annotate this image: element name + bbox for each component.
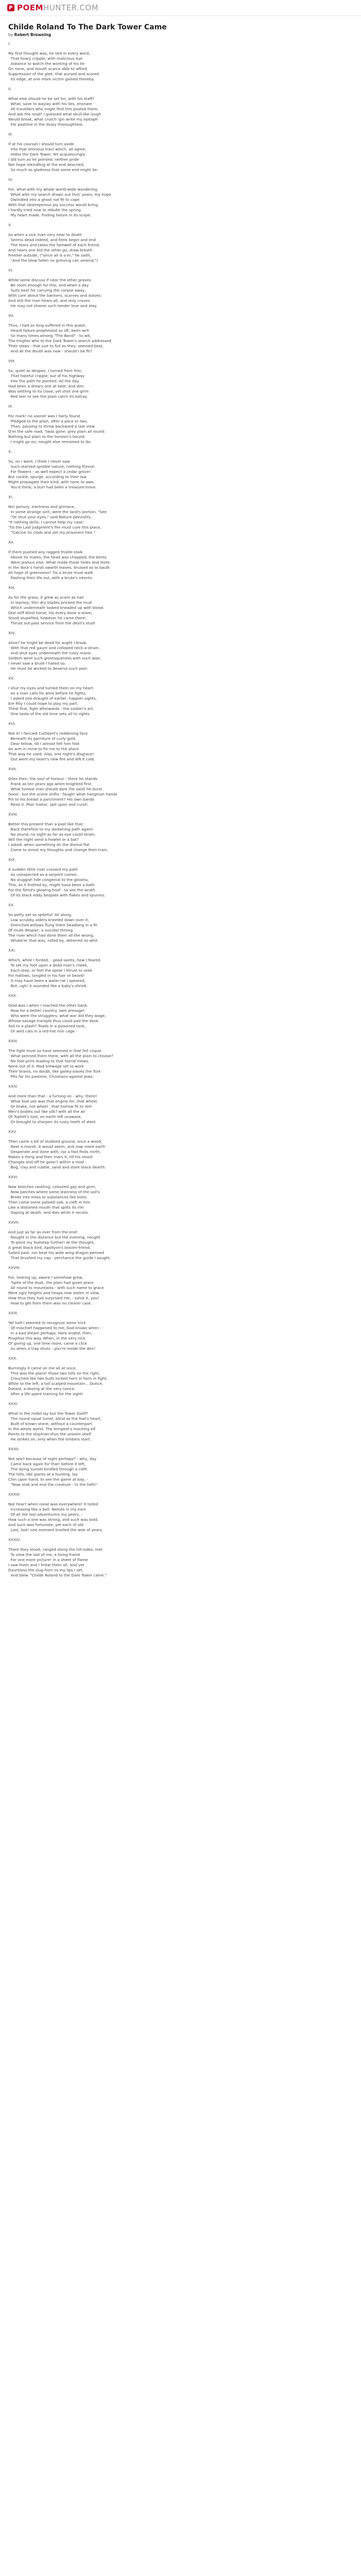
poem-line: Seldom went such grotesqueness with such woe; bbox=[8, 656, 101, 660]
poem-line: That brushed my cap - perchance the guide I sought. bbox=[8, 1256, 111, 1260]
poem-line: Into that ominous tract which, all agree, bbox=[8, 147, 87, 151]
poem-line: Men's bodies out like silk? with all the air bbox=[8, 1109, 86, 1114]
poem-line: Its edge, at one more victim gained thereby. bbox=[8, 77, 94, 81]
stanza-number: VI. bbox=[8, 268, 13, 273]
stanza-number: XIV. bbox=[8, 631, 15, 635]
stanza-number: XVII. bbox=[8, 767, 17, 771]
poem-line: Of Tophet's tool, on earth left unaware, bbox=[8, 1114, 82, 1119]
poem-line: All travellers who might find him posted there, bbox=[8, 107, 99, 111]
poem-line: Now blotches rankling, coloured gay and grim, bbox=[8, 1184, 96, 1189]
stanza bbox=[8, 449, 353, 490]
poem-line: Drenched willows flung them headlong in a fit bbox=[8, 923, 97, 927]
poem-line: My first thought was, he lied in every word, bbox=[8, 51, 90, 56]
poem-line: One stiff blind horse, his every bone a-stare, bbox=[8, 611, 92, 615]
poem-line: Was settling to its close, yet shot one grim bbox=[8, 389, 89, 394]
poem-line: Came to arrest my thoughts and change their train. bbox=[8, 848, 108, 852]
poem-line: Of mischief happened to me, God knows when - bbox=[8, 1326, 102, 1330]
poem-line: Not it! I fancied Cuthbert's reddening face bbox=[8, 731, 88, 736]
logo-secondary-text: HUNTER.COM bbox=[43, 3, 99, 12]
poem-line: You'd think; a burr had been a treasure-trove. bbox=[8, 485, 97, 489]
poem-line: He strikes on, only when the timbers start. bbox=[8, 1437, 91, 1442]
poem-line: Yet half I seemed to recognise some trick bbox=[8, 1320, 86, 1325]
stanza bbox=[8, 495, 353, 535]
poem-container bbox=[0, 16, 361, 1578]
stanza-number: XV. bbox=[8, 676, 14, 681]
stanza bbox=[8, 1356, 353, 1397]
poem-line: Will the night send a howlet or a bat? bbox=[8, 837, 79, 842]
stanza-number: IX. bbox=[8, 404, 13, 409]
poem-line: Which, while I forded, - good saints, how I feared bbox=[8, 958, 101, 962]
poem-line: I saw them and I knew them all. And yet bbox=[8, 1563, 85, 1567]
stanza-number: III. bbox=[8, 132, 13, 137]
poem-line: Askance to watch the working of his lie bbox=[8, 61, 85, 66]
poem-line: Dear fellow, till I almost felt him fold bbox=[8, 741, 79, 746]
poem-line: Or brought to sharpen its rusty teeth of steel. bbox=[8, 1120, 97, 1124]
poem-line: No sound, no sight as far as eye could strain. bbox=[8, 832, 96, 837]
poem-line: Better this present than a past like that; bbox=[8, 822, 84, 826]
stanza bbox=[8, 1311, 353, 1351]
poem-line: A great black bird, Apollyon's bosom-friend, bbox=[8, 1245, 91, 1250]
poem-line: Not see? because of night perhaps? - why, day bbox=[8, 1456, 96, 1461]
poem-line: After a life spent training for the sight! bbox=[8, 1392, 84, 1396]
poem-line: And all the doubt was now - should I be fit? bbox=[8, 349, 92, 353]
poem-line: To view the last of me, a living frame bbox=[8, 1552, 80, 1557]
poem-line: Pashing their life out, with a brute's intents. bbox=[8, 575, 93, 580]
poem-body bbox=[8, 41, 353, 1578]
poem-line: Progress this way. When, in the very nick bbox=[8, 1336, 86, 1341]
byline-by-label: by bbox=[8, 32, 13, 37]
poem-line: Out went my heart's new fire and left it cold. bbox=[8, 757, 95, 761]
poem-line: Of all the lost adventurers my peers, - bbox=[8, 1512, 83, 1517]
stanza bbox=[8, 1265, 353, 1306]
logo-mark-icon: P bbox=[7, 4, 14, 11]
poem-line: Dauntless the slug-horn to my lips I set, bbox=[8, 1568, 84, 1572]
stanza bbox=[8, 585, 353, 626]
poem-line: Desperate and done with; (so a fool finds mirth, bbox=[8, 1149, 101, 1154]
poem-line: The river which had done them all the wrong, bbox=[8, 933, 94, 938]
site-header bbox=[0, 0, 361, 16]
poem-line: Suppression of the glee, that pursed and scored bbox=[8, 72, 99, 76]
poem-line: Thus, I had so long suffered in this quest, bbox=[8, 323, 86, 328]
poem-line: Bog, clay and rubble, sand and stark black dearth. bbox=[8, 1165, 106, 1170]
stanza-number: X. bbox=[8, 449, 12, 454]
stanza-number: XXIX. bbox=[8, 1311, 19, 1315]
poem-line: Heard failure prophesied so oft, been writ bbox=[8, 328, 89, 333]
site-logo[interactable] bbox=[7, 3, 99, 12]
poem-line: Back therefore to my darkening path again! bbox=[8, 827, 93, 832]
poem-line: For one more picture! in a sheet of flame bbox=[8, 1557, 88, 1562]
poem-line: Points to the shipman thus the unseen shelf bbox=[8, 1432, 91, 1436]
poem-line: What honest man should dare (he said) he durst. bbox=[8, 787, 104, 791]
poem-line: The round squat turret, blind as the fool's heart, bbox=[8, 1416, 102, 1421]
poem-line: Built of brown stone, without a counterpart bbox=[8, 1421, 92, 1426]
poem-line: While to the left, a tall scalped mountain... Dunce, bbox=[8, 1381, 103, 1386]
poem-line: The knights who to the Dark Tower's search addressed bbox=[8, 338, 111, 343]
poem-line: What in the midst lay but the Tower itself? bbox=[8, 1411, 88, 1416]
stanza-number: XXXI. bbox=[8, 1401, 19, 1406]
poem-line: Nothing but plain to the horizon's bound. bbox=[8, 434, 86, 439]
poem-line: To set my foot upon a dead man's cheek, bbox=[8, 963, 89, 968]
poem-line: But cockle, spurge, according to their law bbox=[8, 474, 87, 479]
poem-line: One taste of the old time sets all to rights. bbox=[8, 711, 91, 716]
poem-line: Whate'er that was, rolled by, deterred no whit. bbox=[8, 938, 99, 943]
poem-line: Alive? he might be dead for aught I know, bbox=[8, 640, 87, 645]
poem-line: He must be wicked to deserve such pain. bbox=[8, 666, 89, 671]
poem-line: Were jealous else. What made those holes and rents bbox=[8, 560, 110, 565]
poem-line: I shut my eyes and turned them on my heart. bbox=[8, 686, 94, 690]
poem-line: Their steps - that just to fail as they, seemed best, bbox=[8, 344, 104, 348]
stanza-number: VII. bbox=[8, 313, 14, 318]
poem-line: Than, pausing to throw backward a last view bbox=[8, 424, 95, 429]
poem-line: That hoary cripple, with malicious eye bbox=[8, 56, 83, 61]
poem-line: With care about the banners, scarves and staves: bbox=[8, 293, 102, 298]
poem-line: Pits for his pastime, Christians against Jews. bbox=[8, 1074, 94, 1079]
poem-byline bbox=[8, 32, 353, 37]
poem-line: A sudden little river crossed my path bbox=[8, 867, 78, 872]
poem-line: I might go on; nought else remained to do. bbox=[8, 439, 92, 444]
poem-line: If there pushed any ragged thistle-stalk bbox=[8, 550, 83, 554]
poem-line: Beneath its garniture of curly gold, bbox=[8, 736, 77, 741]
poem-line: Such starved ignoble nature; nothing throve: bbox=[8, 464, 95, 469]
stanza-number: XXII. bbox=[8, 993, 17, 998]
poem-line: Read it. Poor traitor, spit upon and curst! bbox=[8, 802, 88, 807]
poem-line: But, ugh! it sounded like a baby's shriek. bbox=[8, 984, 88, 988]
poem-line: This was the place! those two hills on the right, bbox=[8, 1371, 100, 1376]
poem-line: How thus they had surprised me, - solve it, you! bbox=[8, 1296, 99, 1300]
poem-line: For hollows, tangled in his hair or beard! bbox=[8, 973, 85, 978]
poem-line: Think first, fight afterwards - the soldier's art: bbox=[8, 706, 94, 711]
poem-line: For, looking up, aware I somehow grew, bbox=[8, 1275, 84, 1280]
poem-line: Mere ugly heights and heaps now stolen in view. bbox=[8, 1291, 100, 1295]
poem-line: Frank as ten years ago when knighted first. bbox=[8, 782, 93, 786]
stanza-number: XI. bbox=[8, 495, 13, 499]
stanza-number: XIX. bbox=[8, 857, 16, 862]
stanza bbox=[8, 676, 353, 717]
poem-line: Of giving up, one time more, came a click bbox=[8, 1341, 87, 1346]
poem-line: - It may have been a water-rat I speared, bbox=[8, 978, 86, 983]
stanza-number: XXVI. bbox=[8, 1175, 19, 1179]
poem-line: In the dock's harsh swarth leaves, bruised as to baulk bbox=[8, 565, 110, 570]
poem-line: Of its black eddy bespate with flakes and spumes. bbox=[8, 893, 106, 897]
poem-line: So many times among "The Band" - to wit, bbox=[8, 333, 91, 338]
stanza-number: XVIII. bbox=[8, 812, 18, 817]
poem-line: I never saw a brute I hated so; bbox=[8, 661, 66, 666]
poem-line: If at his counsel I should turn aside bbox=[8, 142, 74, 146]
stanza-number: XXXIV. bbox=[8, 1537, 21, 1542]
poem-line: All hope of greenness? 'tis a brute must walk bbox=[8, 570, 93, 575]
poem-line: Low scrubby alders kneeled down over it; bbox=[8, 918, 89, 922]
poem-line: No foot-print leading to that horrid mews, bbox=[8, 1059, 89, 1063]
stanza-number: XXI. bbox=[8, 948, 16, 953]
poem-line: That way he used. Alas, one night's disgrace! bbox=[8, 752, 94, 756]
poem-line: "Calcine its clods and set my prisoners free." bbox=[8, 530, 95, 535]
stanza bbox=[8, 1447, 353, 1487]
stanza bbox=[8, 993, 353, 1034]
poem-line: Stood stupefied, however he came there: bbox=[8, 616, 87, 620]
poem-line: Came back again for that! before it left, bbox=[8, 1462, 86, 1466]
poem-line: In some strange sort, were the land's portion. "See bbox=[8, 510, 107, 514]
poem-line: What with my search drawn out thro' years, my hope bbox=[8, 192, 111, 197]
stanza bbox=[8, 1039, 353, 1079]
poem-line: Lost, lost! one moment knelled the woe of years. bbox=[8, 1528, 103, 1532]
poem-line: Whose savage trample thus could pad the dank bbox=[8, 1019, 99, 1023]
poem-line: As when a trap shuts - you're inside the den! bbox=[8, 1346, 95, 1351]
poem-line: Thrust out past service from the devil's stud! bbox=[8, 621, 96, 625]
stanza bbox=[8, 721, 353, 762]
stanza-number: XIII. bbox=[8, 585, 15, 590]
stanza bbox=[8, 1220, 353, 1261]
stanza-number: I. bbox=[8, 41, 11, 46]
poem-line: Giles then, the soul of honour - there he stands bbox=[8, 776, 97, 781]
stanza bbox=[8, 812, 353, 853]
poem-line: And hears one bid the other go, draw breath bbox=[8, 248, 92, 252]
poem-line: I did turn as he pointed: neither pride bbox=[8, 157, 79, 162]
poem-line: Red leer to see the plain catch its estray. bbox=[8, 394, 88, 399]
poem-line: Burningly it came on me all at once, bbox=[8, 1366, 77, 1370]
poem-line: On mine, and mouth scarce able to afford bbox=[8, 66, 87, 71]
poem-line: What bad use was that engine for, that wheel, bbox=[8, 1099, 99, 1104]
stanza bbox=[8, 87, 353, 127]
stanza-number: XXVII. bbox=[8, 1220, 20, 1225]
poem-line: Seems dead indeed, and feels begin and end bbox=[8, 238, 96, 242]
poem-line: And more than that - a furlong on - why, there! bbox=[8, 1094, 97, 1098]
poem-line: Suits best for carrying the corpse away, bbox=[8, 288, 86, 293]
stanza bbox=[8, 1401, 353, 1442]
poem-line: For mark! no sooner was I fairly found bbox=[8, 414, 80, 418]
poem-line: For pastime in the dusty thoroughfare, bbox=[8, 122, 84, 127]
poem-line: None out of it. Mad brewage set to work bbox=[8, 1064, 84, 1069]
poem-line: Good - but the scene shifts - faugh! what hangman hands bbox=[8, 792, 118, 796]
poem-line: 'Tis the Last Judgment's fire must cure this place, bbox=[8, 525, 102, 530]
stanza bbox=[8, 767, 353, 807]
poem-line: And still the man hears all, and only craves bbox=[8, 298, 90, 303]
poem-line: And just as far as ever from the end! bbox=[8, 1230, 78, 1234]
poem-line: Who were the strugglers, what war did they wage, bbox=[8, 1013, 106, 1018]
poem-line: Freelier outside, ("since all is o'er," he saith, bbox=[8, 253, 91, 258]
stanza-number: II. bbox=[8, 87, 12, 91]
poem-line: Dotard, a-dozing at the very nonce, bbox=[8, 1386, 76, 1391]
poem-line: "Now stab and end the creature - to the heft!" bbox=[8, 1482, 98, 1487]
stanza bbox=[8, 404, 353, 445]
poem-line: Crouched like two bulls locked horn in horn in fight; bbox=[8, 1376, 108, 1381]
poem-line: And such was fortunate, yet each of old bbox=[8, 1522, 84, 1527]
poem-line: The hills, like giants at a hunting, lay bbox=[8, 1472, 78, 1477]
poem-line: The tears and takes the farewell of each friend, bbox=[8, 243, 100, 247]
poem-line: For flowers - as well expect a cedar grove! bbox=[8, 469, 91, 474]
poem-line: Sailed past, nor beat his wide wing dragon-penned bbox=[8, 1250, 104, 1255]
stanza bbox=[8, 313, 353, 354]
stanza-number: XXV. bbox=[8, 1129, 17, 1134]
stanza bbox=[8, 1129, 353, 1170]
poem-line: No sluggish tide congenial to the glooms; bbox=[8, 877, 89, 882]
poem-line: All round to mountains - with such name to grace bbox=[8, 1285, 104, 1290]
poem-line: He may not shame such tender love and stay. bbox=[8, 303, 97, 308]
poem-line: As when a sick man very near to death bbox=[8, 232, 82, 237]
stanza bbox=[8, 359, 353, 399]
stanza bbox=[8, 41, 353, 82]
stanza-number: XXIV. bbox=[8, 1084, 18, 1089]
poem-line: As unexpected as a serpent comes. bbox=[8, 872, 78, 877]
poem-line: Glad was I when I reached the other bank. bbox=[8, 1003, 88, 1008]
poem-line: So much as gladness that some end might be. bbox=[8, 167, 99, 172]
poem-line: I asked: when something on the dismal flat bbox=[8, 842, 90, 847]
stanza bbox=[8, 132, 353, 173]
poem-line: With that red gaunt and colloped neck a-strain, bbox=[8, 646, 100, 650]
poem-line: While some discuss if near the other graves bbox=[8, 278, 91, 282]
stanza-number: VIII. bbox=[8, 359, 15, 363]
poem-line: "Or shut your eyes," said Nature peevishly, bbox=[8, 515, 92, 519]
poem-line: Pin to his breast a parchment? His own bands bbox=[8, 797, 94, 802]
poem-line: Chin upon hand, to see the game at bay, - bbox=[8, 1477, 88, 1482]
poem-line: There they stood, ranged along the hill-sides, met bbox=[8, 1547, 103, 1552]
stanza-number: XVI. bbox=[8, 721, 16, 726]
poem-line: The fight must so have seemed in that fell cirque. bbox=[8, 1048, 103, 1053]
stanza-number: XII. bbox=[8, 540, 14, 545]
poem-line: So, quiet as despair, I turned from him, bbox=[8, 368, 83, 373]
poem-line: O'er the safe road, 'twas gone; grey plain all round: bbox=[8, 429, 106, 434]
poem-line: I asked one draught of earlier, happier sights, bbox=[8, 696, 97, 701]
stanza-number: XXXII. bbox=[8, 1447, 20, 1451]
stanza bbox=[8, 1084, 353, 1125]
poem-line: Or wild cats in a red-hot iron cage - bbox=[8, 1029, 77, 1033]
stanza bbox=[8, 223, 353, 263]
stanza bbox=[8, 1175, 353, 1215]
poem-line: Be room enough for this, and when a day bbox=[8, 283, 89, 287]
stanza bbox=[8, 903, 353, 943]
stanza-number: XXXIII. bbox=[8, 1492, 21, 1497]
poem-line: Soil to a plash? Toads in a poisoned tank, bbox=[8, 1024, 86, 1028]
poem-line: "And the blow fallen no grieving can amend;") bbox=[8, 258, 98, 263]
stanza-number: IV. bbox=[8, 177, 13, 182]
poem-line: Ere fitly I could hope to play my part. bbox=[8, 701, 78, 706]
stanza bbox=[8, 268, 353, 309]
poem-line: Broke into moss or substances like boils; bbox=[8, 1195, 87, 1199]
poem-line: Might propagate their kind, with none to awe, bbox=[8, 480, 95, 484]
stanza-number: XXIII. bbox=[8, 1039, 18, 1043]
poem-author[interactable]: Robert Browning bbox=[14, 32, 51, 37]
stanza bbox=[8, 631, 353, 671]
poem-line: Or brake, not wheel - that harrow fit to reel bbox=[8, 1104, 92, 1109]
poem-line: Each step, or feel the spear I thrust to seek bbox=[8, 968, 93, 973]
poem-line: Now for a better country. Vain presage! bbox=[8, 1008, 85, 1013]
poem-title: Childe Roland To The Dark Tower Came bbox=[8, 23, 167, 31]
poem-line: For, what with my whole world-wide wandering, bbox=[8, 187, 99, 192]
poem-line: In a bad dream perhaps. Here ended, then, bbox=[8, 1331, 92, 1335]
poem-line: Dwindled into a ghost not fit to cope bbox=[8, 197, 80, 202]
poem-line: This, as it frothed by, might have been a bath bbox=[8, 883, 95, 887]
poem-line: Gaping at death, and dies while it recoils. bbox=[8, 1210, 89, 1215]
poem-line: Had been a dreary one at best, and dim bbox=[8, 384, 84, 388]
poem-line: Of mute despair, a suicidal throng: bbox=[8, 928, 74, 933]
stanza-number: XXVIII. bbox=[8, 1265, 21, 1270]
poem-line: Changes and off he goes!) within a rood - bbox=[8, 1160, 87, 1164]
poem-line: As for the grass, it grew as scant as hair bbox=[8, 595, 84, 600]
poem-line: Like a distorted mouth that splits its rim bbox=[8, 1205, 84, 1210]
poem-line: In leprosy; thin dry blades pricked the mud bbox=[8, 600, 92, 605]
poem-line: Increasing like a bell. Names in my ears bbox=[8, 1507, 86, 1512]
poem-line: Now patches where some leanness of the soil's bbox=[8, 1190, 100, 1194]
stanza bbox=[8, 1537, 353, 1578]
poem-line: Nor hope rekindling at the end descried, bbox=[8, 162, 85, 167]
poem-line: In the whole world. The tempest's mocking elf bbox=[8, 1427, 95, 1431]
poem-line: With that obstreperous joy success would bring, bbox=[8, 202, 99, 207]
poem-line: "It nothing skills: I cannot help my case: bbox=[8, 520, 84, 524]
poem-line: What else should he be set for, with his staff? bbox=[8, 96, 94, 101]
poem-line: 'Spite of the dusk, the plain had given place bbox=[8, 1280, 94, 1285]
poem-line: And blew. "Childe Roland to the Dark Tower came." bbox=[8, 1573, 107, 1578]
poem-line: For the fiend's glowing hoof - to see the wrath bbox=[8, 888, 95, 892]
poem-line: What penned them there, with all the plain to choose? bbox=[8, 1054, 113, 1058]
poem-line: Their brains, no doubt, like galley-slaves the Turk bbox=[8, 1069, 101, 1074]
stanza bbox=[8, 857, 353, 898]
poem-line: The dying sunset kindled through a cleft: bbox=[8, 1467, 88, 1471]
poem-line: Then came a bit of stubbed ground, once a wood, bbox=[8, 1139, 102, 1144]
poem-line: And ask the road? I guessed what skull-like laugh bbox=[8, 112, 102, 116]
poem-line: Nought in the distance but the evening, nought bbox=[8, 1235, 101, 1240]
poem-line: How to get from them was no clearer case. bbox=[8, 1301, 92, 1306]
poem-line: Then came some palsied oak, a cleft in him bbox=[8, 1200, 90, 1205]
stanza-number: XXX. bbox=[8, 1356, 18, 1361]
poem-line: So petty yet so spiteful! All along, bbox=[8, 912, 72, 917]
stanza-number: XX. bbox=[8, 903, 15, 907]
poem-line: To point my footstep further! At the thought, bbox=[8, 1240, 95, 1245]
stanza bbox=[8, 177, 353, 218]
poem-line: Makes a thing and then mars it, till his mood bbox=[8, 1155, 93, 1159]
poem-line: An arm in mine to fix me to the place bbox=[8, 747, 79, 751]
poem-line: My heart made, finding failure in its scope. bbox=[8, 213, 92, 217]
poem-line: And shut eyes underneath the rusty mane; bbox=[8, 651, 92, 655]
stanza bbox=[8, 948, 353, 989]
poem-line: So, on I went. I think I never saw bbox=[8, 459, 70, 464]
logo-primary-text: POEM bbox=[17, 3, 43, 12]
poem-line: Pledged to the plain, after a pace or two, bbox=[8, 419, 88, 423]
poem-line: Which underneath looked kneaded up with blood. bbox=[8, 605, 105, 610]
poem-line: That hateful cripple, out of his highway bbox=[8, 374, 85, 378]
poem-line: As a man calls for wine before he fights, bbox=[8, 691, 87, 696]
stanza bbox=[8, 1492, 353, 1533]
poem-line: No! penury, inertness and grimace, bbox=[8, 504, 75, 509]
poem-line: Into the path he pointed. All the day bbox=[8, 379, 79, 383]
poem-line: I hardly tried now to rebuke the spring bbox=[8, 208, 81, 212]
stanza bbox=[8, 540, 353, 581]
stanza-number: V. bbox=[8, 223, 12, 227]
poem-line: Above its mates, the head was chopped; the bents bbox=[8, 555, 107, 560]
poem-line: Not hear? when noise was everywhere! it tolled bbox=[8, 1502, 99, 1506]
poem-line: Hides the Dark Tower. Yet acquiescingly bbox=[8, 152, 86, 157]
poem-line: How such a one was strong, and such was bold, bbox=[8, 1517, 99, 1522]
poem-line: Would break, what crutch 'gin write my epitaph bbox=[8, 117, 98, 122]
poem-line: Next a marsh, it would seem, and now mere earth bbox=[8, 1144, 106, 1149]
poem-line: What, save to waylay with his lies, ensnare bbox=[8, 101, 92, 106]
